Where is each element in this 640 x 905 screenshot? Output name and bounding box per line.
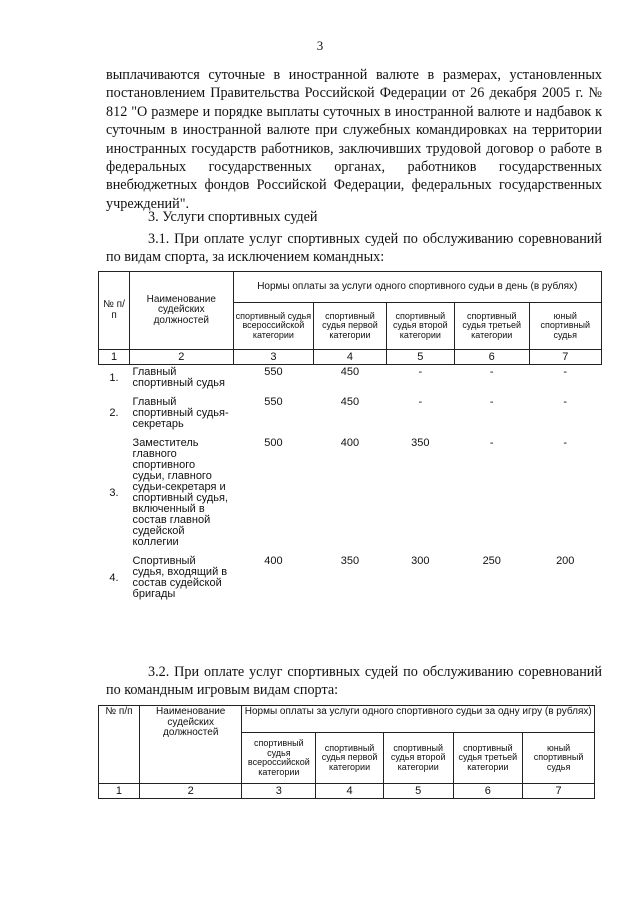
position-name: Заместитель главного спортивного судьи, главного судьи-секретаря и спортивный судья, включенный в состав главной судейской коллегии — [132, 437, 229, 548]
row-number: 4. — [109, 571, 119, 584]
rate-value: - — [418, 366, 423, 378]
header-position: Наименование судейских должностей — [139, 706, 241, 784]
column-number: 2 — [139, 784, 241, 799]
header-category-3: спортивный судья второй категории — [383, 733, 453, 784]
row-number: 2. — [109, 407, 119, 419]
table-row — [99, 554, 602, 606]
rate-value: 450 — [340, 396, 360, 408]
paragraph-3-1: 3.1. При оплате услуг спортивных судей по обслуживанию соревнований по видам спорта, за исключением командных: — [106, 231, 602, 266]
column-numbers-row — [99, 350, 602, 365]
column-number: 1 — [99, 350, 130, 365]
table-row — [99, 365, 602, 396]
rate-value: 300 — [411, 555, 430, 567]
header-category-4: спортивный судья третьей категории — [454, 303, 529, 350]
column-number: 7 — [529, 350, 602, 365]
rate-value: 450 — [340, 366, 360, 378]
rate-value: 550 — [264, 396, 283, 408]
row-number: 3. — [109, 486, 119, 499]
column-number: 2 — [130, 350, 233, 365]
column-number: 3 — [233, 350, 314, 365]
paragraph-3-2: 3.2. При оплате услуг спортивных судей по обслуживанию соревнований по командным игровым видам спорта: — [106, 664, 602, 699]
rate-value: 200 — [556, 555, 575, 567]
rate-value: 400 — [340, 437, 360, 449]
rate-value: 400 — [264, 555, 283, 567]
header-no: № п/п — [99, 706, 140, 784]
table-row — [99, 395, 602, 436]
table-sport-judges-per-game — [98, 705, 595, 799]
rate-value: 550 — [264, 366, 283, 378]
header-category-4: спортивный судья третьей категории — [453, 733, 523, 784]
column-number: 6 — [453, 784, 523, 799]
header-norms: Нормы оплаты за услуги одного спортивного судьи за одну игру (в рублях) — [242, 706, 595, 733]
section-heading: 3. Услуги спортивных судей — [148, 209, 318, 225]
rate-value: - — [489, 366, 494, 378]
rate-value: - — [563, 437, 568, 449]
header-category-1: спортивный судья всероссийской категории — [242, 733, 316, 784]
column-number: 4 — [314, 350, 386, 365]
rate-value: - — [418, 396, 423, 408]
header-category-2: спортивный судья первой категории — [314, 303, 386, 350]
rate-value: - — [489, 437, 494, 449]
page-number: 3 — [316, 38, 324, 53]
paragraph-continuation: выплачиваются суточные в иностранной валюте в размерах, установленных постановлением Правительства Российской Федерации от 26 декабря 2005 г. № 812 "О размере и порядке выплаты суточных в иностранной валюте и надбавок к суточным в иностранной валюте при служебных командировках на территории иностранных государств работников, заключивших трудовой договор о работе в федеральных государственных органах, работников государственных внебюджетных фондов Российской Федерации, федеральных государственных учреждений". — [106, 67, 602, 212]
position-name: Спортивный судья, входящий в состав судейской бригады — [132, 555, 228, 600]
header-category-5: юный спортивный судья — [529, 303, 602, 350]
header-position: Наименование судейских должностей — [130, 272, 233, 350]
rate-value: - — [563, 396, 568, 408]
column-number: 1 — [99, 784, 140, 799]
header-no: № п/п — [99, 272, 130, 350]
column-number: 5 — [383, 784, 453, 799]
rate-value: 350 — [340, 555, 360, 567]
header-category-1: спортивный судья всероссийской категории — [233, 303, 314, 350]
rate-value: - — [563, 366, 568, 378]
header-norms: Нормы оплаты за услуги одного спортивного судьи в день (в рублях) — [233, 272, 601, 303]
table-sport-judges-daily — [98, 271, 602, 606]
row-number: 1. — [109, 371, 119, 384]
rate-value: 250 — [482, 555, 501, 567]
column-number: 5 — [386, 350, 454, 365]
header-category-5: юный спортивный судья — [523, 733, 595, 784]
column-numbers-row — [99, 784, 595, 799]
column-number: 4 — [316, 784, 384, 799]
column-number: 6 — [454, 350, 529, 365]
header-category-3: спортивный судья второй категории — [386, 303, 454, 350]
position-name: Главный спортивный судья — [132, 366, 225, 389]
rate-value: - — [489, 396, 494, 408]
header-category-2: спортивный судья первой категории — [316, 733, 384, 784]
rate-value: 350 — [411, 437, 430, 449]
table-row — [99, 436, 602, 554]
rate-value: 500 — [264, 437, 283, 449]
column-number: 3 — [242, 784, 316, 799]
column-number: 7 — [523, 784, 595, 799]
position-name: Главный спортивный судья-секретарь — [132, 396, 229, 430]
